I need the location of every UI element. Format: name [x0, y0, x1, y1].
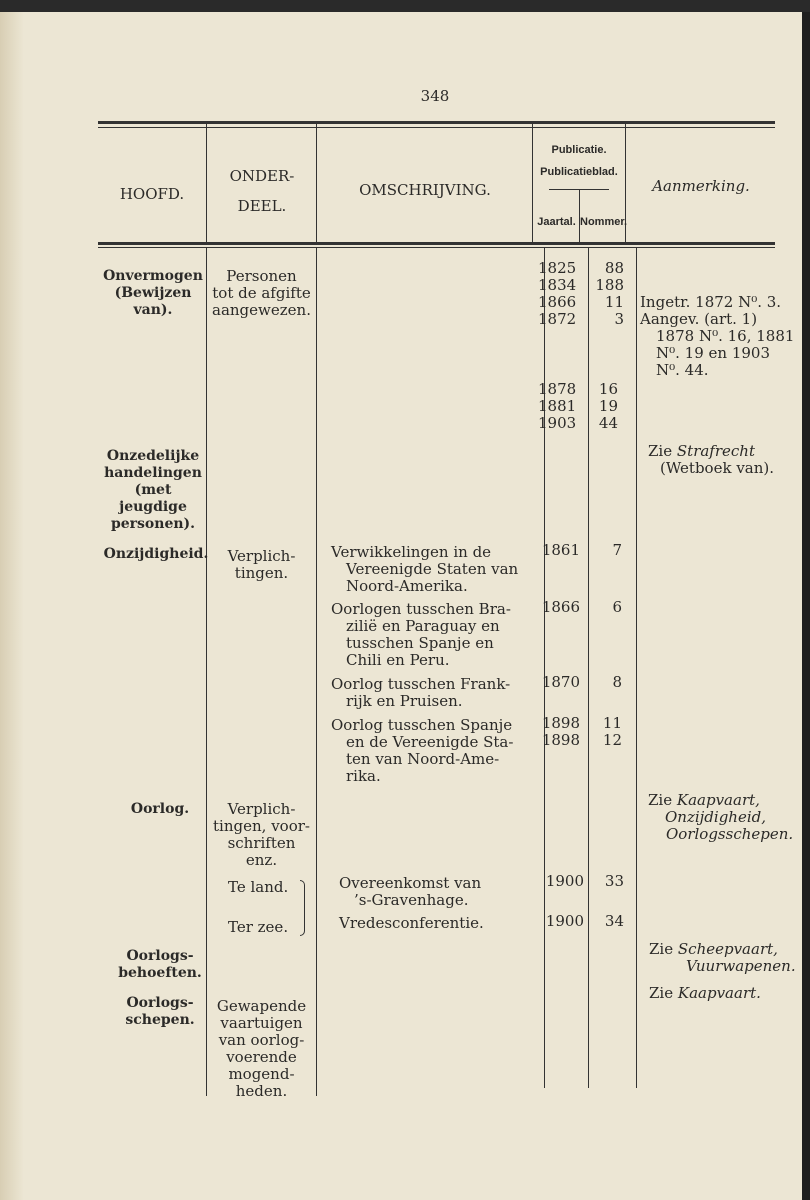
num-33: 33: [604, 872, 624, 890]
col-divider-2: [316, 248, 317, 1096]
header-top-rule-thin: [98, 127, 775, 128]
header-onderdeel-line2: DEEL.: [237, 197, 287, 215]
onderdeel-onzijdigheid-2: tingen.: [234, 564, 289, 582]
hoofd-oorlog: Oorlog.: [130, 801, 190, 817]
omschr-1-line1: Verwikkelingen in de: [331, 543, 492, 561]
aanmerking-oorlogsschepen: [649, 985, 761, 1002]
aanmerking-oorlogsbehoeften-1: [649, 941, 778, 958]
num-12: 12: [602, 731, 622, 749]
num-8: 8: [612, 673, 622, 691]
year-1900-a: 1900: [545, 872, 584, 890]
hoofd-onzedelijke-2: handelingen: [104, 465, 202, 481]
zie-label: Zie: [648, 791, 673, 809]
num-11-b: 11: [602, 714, 622, 732]
omschr-1-line2: Vereenigde Staten van: [346, 560, 519, 578]
omschr-5-line2: ’s-Gravenhage.: [354, 891, 469, 909]
col-divider-1-header: [206, 124, 207, 244]
year-1878: 1878: [538, 380, 577, 398]
onderdeel-oorlog-4: enz.: [245, 851, 278, 869]
num-44: 44: [598, 414, 618, 432]
onderdeel-onzijdigheid-1: Verplich-: [227, 547, 296, 565]
zie-label: Zie: [649, 940, 674, 958]
num-11: 11: [604, 293, 624, 311]
header-top-rule-thick: [98, 121, 775, 124]
ref-onzijdigheid[interactable]: Onzijdigheid,: [665, 808, 767, 826]
hoofd-onzijdigheid: Onzijdigheid.: [103, 546, 209, 562]
header-nommer: Nommer.: [580, 216, 628, 228]
col-divider-2-header: [316, 124, 317, 244]
header-bottom-rule-thin: [98, 247, 775, 248]
zie-label: Zie: [648, 442, 673, 460]
year-1898-a: 1898: [541, 714, 580, 732]
num-3: 3: [614, 310, 624, 328]
onderdeel-onvermogen-1: Personen: [226, 267, 297, 285]
aanmerking-onvermogen-3: 1878 N⁰. 16, 1881: [656, 327, 795, 345]
aanmerking-oorlog-1: [648, 792, 760, 809]
year-1872: 1872: [538, 310, 577, 328]
year-1900-b: 1900: [545, 912, 584, 930]
omschr-2-line1: Oorlogen tusschen Bra-: [331, 600, 511, 618]
hoofd-onvermogen-2: (Bewijzen: [114, 285, 192, 301]
hoofd-oorlogsschepen-2: schepen.: [125, 1012, 195, 1028]
year-1834: 1834: [538, 276, 577, 294]
year-1866: 1866: [538, 293, 577, 311]
header-aanmerking: Aanmerking.: [652, 177, 750, 195]
year-1866-b: 1866: [541, 598, 580, 616]
hoofd-onzedelijke-3: (met: [134, 482, 172, 498]
num-6: 6: [612, 598, 622, 616]
header-pub-brace: [549, 189, 609, 190]
onderdeel-oorlogsschepen-1: Gewapende: [216, 997, 307, 1015]
header-hoofd: HOOFD.: [119, 185, 185, 203]
year-1861: 1861: [541, 541, 580, 559]
hoofd-onvermogen-3: van).: [133, 302, 173, 318]
hoofd-onzedelijke-4: jeugdige: [119, 499, 187, 515]
onderdeel-oorlogsschepen-2: vaartuigen: [220, 1014, 303, 1032]
onderdeel-oorlog-2: tingen, voor-: [213, 817, 310, 835]
ref-scheepvaart[interactable]: Scheepvaart,: [677, 940, 778, 958]
book-page: [0, 12, 810, 1200]
omschr-4-line1: Oorlog tusschen Spanje: [331, 716, 513, 734]
num-188: 188: [595, 276, 624, 294]
onderdeel-onvermogen-3: aangewezen.: [212, 301, 311, 319]
omschr-2-line2: zilië en Paraguay en: [346, 617, 500, 635]
omschr-4-line4: rika.: [346, 767, 381, 785]
num-7: 7: [612, 541, 622, 559]
num-34: 34: [604, 912, 624, 930]
omschr-1-line3: Noord-Amerika.: [346, 577, 468, 595]
sub-bracket: [300, 880, 305, 936]
aanmerking-onzedelijke-1: [648, 443, 755, 460]
col-divider-pub: [588, 248, 589, 1088]
onderdeel-oorlog-1: Verplich-: [227, 800, 296, 818]
ref-strafrecht[interactable]: Strafrecht: [676, 442, 755, 460]
year-1870: 1870: [541, 673, 580, 691]
header-jaartal: Jaartal.: [537, 216, 576, 228]
hoofd-oorlogsschepen-1: Oorlogs-: [126, 995, 194, 1011]
omschr-4-line3: ten van Noord-Ame-: [346, 750, 500, 768]
hoofd-oorlogsbehoeften-2: behoeften.: [118, 965, 202, 981]
page-number: 348: [420, 87, 450, 105]
header-bottom-rule-thick: [98, 242, 775, 245]
year-1903: 1903: [538, 414, 577, 432]
onderdeel-oorlogsschepen-3: van oorlog-: [218, 1031, 305, 1049]
year-1898-b: 1898: [541, 731, 580, 749]
aanmerking-onzedelijke-2: (Wetboek van).: [660, 459, 775, 477]
ref-oorlogsschepen[interactable]: Oorlogsschepen.: [666, 825, 794, 843]
onderdeel-oorlogsschepen-6: heden.: [235, 1082, 288, 1100]
zie-label: Zie: [649, 984, 674, 1002]
col-divider-3: [544, 248, 545, 1088]
aanmerking-onvermogen-5: N⁰. 44.: [656, 361, 709, 379]
col-divider-4: [636, 248, 637, 1088]
ref-kaapvaart[interactable]: Kaapvaart,: [676, 791, 760, 809]
year-1825: 1825: [538, 259, 577, 277]
omschr-6-line1: Vredesconferentie.: [339, 914, 484, 932]
sub-te-land: Te land.: [228, 878, 289, 896]
header-publicatieblad: Publicatieblad.: [540, 166, 618, 178]
num-19: 19: [598, 397, 618, 415]
aanmerking-onvermogen-4: N⁰. 19 en 1903: [656, 344, 771, 362]
onderdeel-onvermogen-2: tot de afgifte: [212, 284, 311, 302]
header-publicatie: Publicatie.: [551, 144, 607, 156]
onderdeel-oorlogsschepen-5: mogend-: [228, 1065, 295, 1083]
num-88: 88: [604, 259, 624, 277]
aanmerking-onvermogen-1: Ingetr. 1872 N⁰. 3.: [640, 293, 782, 311]
omschr-5-line1: Overeenkomst van: [339, 874, 482, 892]
year-1881: 1881: [538, 397, 577, 415]
onderdeel-oorlog-3: schriften: [227, 834, 296, 852]
hoofd-onvermogen-1: Onvermogen: [103, 268, 203, 284]
hoofd-onzedelijke-5: personen).: [110, 516, 196, 532]
omschr-3-line1: Oorlog tusschen Frank-: [331, 675, 511, 693]
omschr-2-line3: tusschen Spanje en: [346, 634, 494, 652]
num-16: 16: [598, 380, 618, 398]
sub-ter-zee: Ter zee.: [228, 918, 289, 936]
header-onderdeel-line1: ONDER-: [229, 167, 295, 185]
aanmerking-onvermogen-2: Aangev. (art. 1): [640, 310, 758, 328]
ref-vuurwapenen[interactable]: Vuurwapenen.: [686, 957, 796, 975]
ref-kaapvaart-b[interactable]: Kaapvaart.: [677, 984, 761, 1002]
omschr-2-line4: Chili en Peru.: [346, 651, 450, 669]
onderdeel-oorlogsschepen-4: voerende: [226, 1048, 297, 1066]
header-omschrijving: OMSCHRIJVING.: [359, 181, 491, 199]
hoofd-onzedelijke-1: Onzedelijke: [106, 448, 200, 464]
omschr-4-line2: en de Vereenigde Sta-: [346, 733, 514, 751]
omschr-3-line2: rijk en Pruisen.: [346, 692, 463, 710]
hoofd-oorlogsbehoeften-1: Oorlogs-: [126, 948, 194, 964]
col-divider-3-header: [532, 124, 533, 244]
